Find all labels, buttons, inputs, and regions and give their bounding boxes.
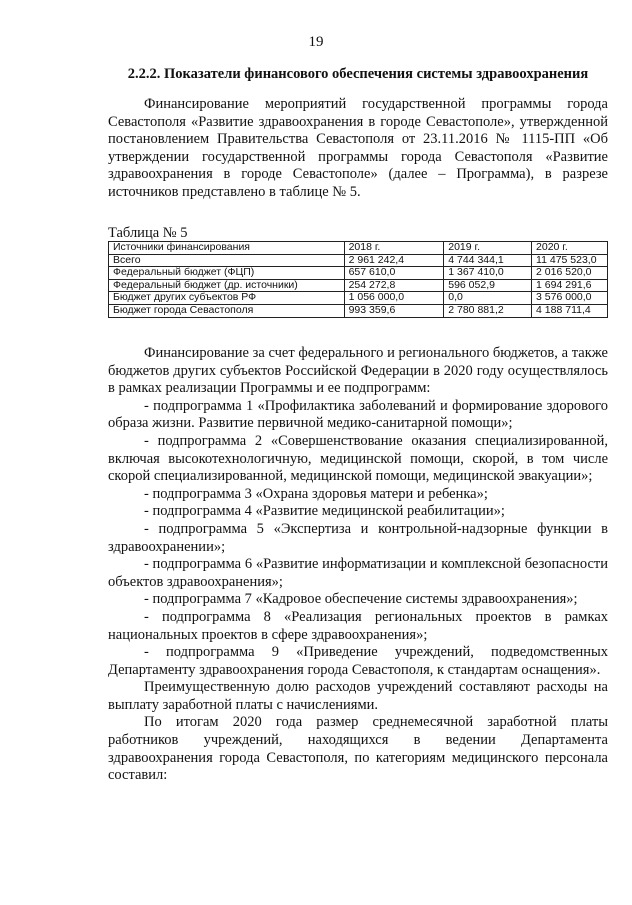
cell-2020: 4 188 711,4 (532, 304, 608, 317)
row-label: Федеральный бюджет (др. источники) (109, 279, 345, 292)
cell-2018: 2 961 242,4 (344, 254, 444, 267)
header-2020: 2020 г. (532, 242, 608, 255)
row-label: Всего (109, 254, 345, 267)
row-label: Федеральный бюджет (ФЦП) (109, 267, 345, 280)
list-item-subprogram-8: - подпрограмма 8 «Реализация региональных проектов в рамках национальных проектов в сфере здравоохранения»; (108, 608, 608, 643)
list-item-subprogram-6: - подпрограмма 6 «Развитие информатизации и комплексной безопасности объектов здравоохранения»; (108, 556, 608, 590)
list-item-subprogram-9: - подпрограмма 9 «Приведение учреждений, подведомственных Департаменту здравоохранения города Севастополя, к стандартам оснащения». (108, 644, 608, 678)
paragraph-salary-share: Преимущественную долю расходов учреждений составляют расходы на выплату заработной платы с начислениями. (108, 679, 608, 713)
cell-2020: 11 475 523,0 (532, 254, 608, 267)
table-row (109, 267, 608, 280)
cell-2018: 657 610,0 (344, 267, 444, 280)
cell-2018: 1 056 000,0 (344, 292, 444, 305)
funding-sources-table (108, 241, 608, 318)
list-item-subprogram-4: - подпрограмма 4 «Развитие медицинской реабилитации»; (144, 503, 505, 520)
table-row (109, 279, 608, 292)
header-sources: Источники финансирования (109, 242, 345, 255)
list-item-subprogram-5: - подпрограмма 5 «Экспертиза и контрольной-надзорные функции в здравоохранении»; (108, 520, 608, 555)
cell-2018: 993 359,6 (344, 304, 444, 317)
cell-2018: 254 272,8 (344, 279, 444, 292)
cell-2019: 0,0 (444, 292, 532, 305)
list-item-subprogram-1: - подпрограмма 1 «Профилактика заболеваний и формирование здорового образа жизни. Развитие первичной медико-санитарной помощи»; (108, 397, 608, 432)
table-row (109, 292, 608, 305)
body-text (108, 345, 608, 785)
row-label: Бюджет города Севастополя (109, 304, 345, 317)
cell-2019: 596 052,9 (444, 279, 532, 292)
table-header-row (109, 242, 608, 255)
cell-2020: 2 016 520,0 (532, 267, 608, 280)
list-item-subprogram-2: - подпрограмма 2 «Совершенствование оказания специализированной, включая высокотехнологичную, медицинской помощи, скорой, в том числе скорой специализированной, медицинской помощи, медицинской эвакуации»; (108, 432, 608, 485)
table-caption: Таблица № 5 (108, 225, 188, 241)
cell-2019: 1 367 410,0 (444, 267, 532, 280)
table-row (109, 304, 608, 317)
list-item-subprogram-7: - подпрограмма 7 «Кадровое обеспечение системы здравоохранения»; (144, 591, 578, 608)
intro-paragraph: Финансирование мероприятий государственной программы города Севастополя «Развитие здравоохранения в городе Севастополе», утвержденной постановлением Правительства Севастополя от 23.11.2016 № 1115-ПП «Об утверждении государственной программы города Севастополя «Развитие здравоохранения в городе Севастополе» (далее – Программа), в разрезе источников представлено в таблице № 5. (108, 96, 608, 200)
header-2018: 2018 г. (344, 242, 444, 255)
header-2019: 2019 г. (444, 242, 532, 255)
paragraph-funding-overview: Финансирование за счет федерального и регионального бюджетов, а также бюджетов других субъектов Российской Федерации в 2020 году осуществлялось в рамках реализации Программы и ее подпрограмм: (108, 345, 608, 397)
cell-2020: 1 694 291,6 (532, 279, 608, 292)
list-item-subprogram-3: - подпрограмма 3 «Охрана здоровья матери и ребенка»; (144, 485, 488, 502)
section-title: 2.2.2. Показатели финансового обеспечения системы здравоохранения (127, 66, 589, 82)
table-row (109, 254, 608, 267)
cell-2019: 4 744 344,1 (444, 254, 532, 267)
paragraph-salary-results: По итогам 2020 года размер среднемесячной заработной платы работников учреждений, находящихся в ведении Департамента здравоохранения города Севастополя, по категориям медицинского персонала составил: (108, 714, 608, 784)
cell-2020: 3 576 000,0 (532, 292, 608, 305)
page-number: 19 (308, 34, 324, 50)
row-label: Бюджет других субъектов РФ (109, 292, 345, 305)
cell-2019: 2 780 881,2 (444, 304, 532, 317)
